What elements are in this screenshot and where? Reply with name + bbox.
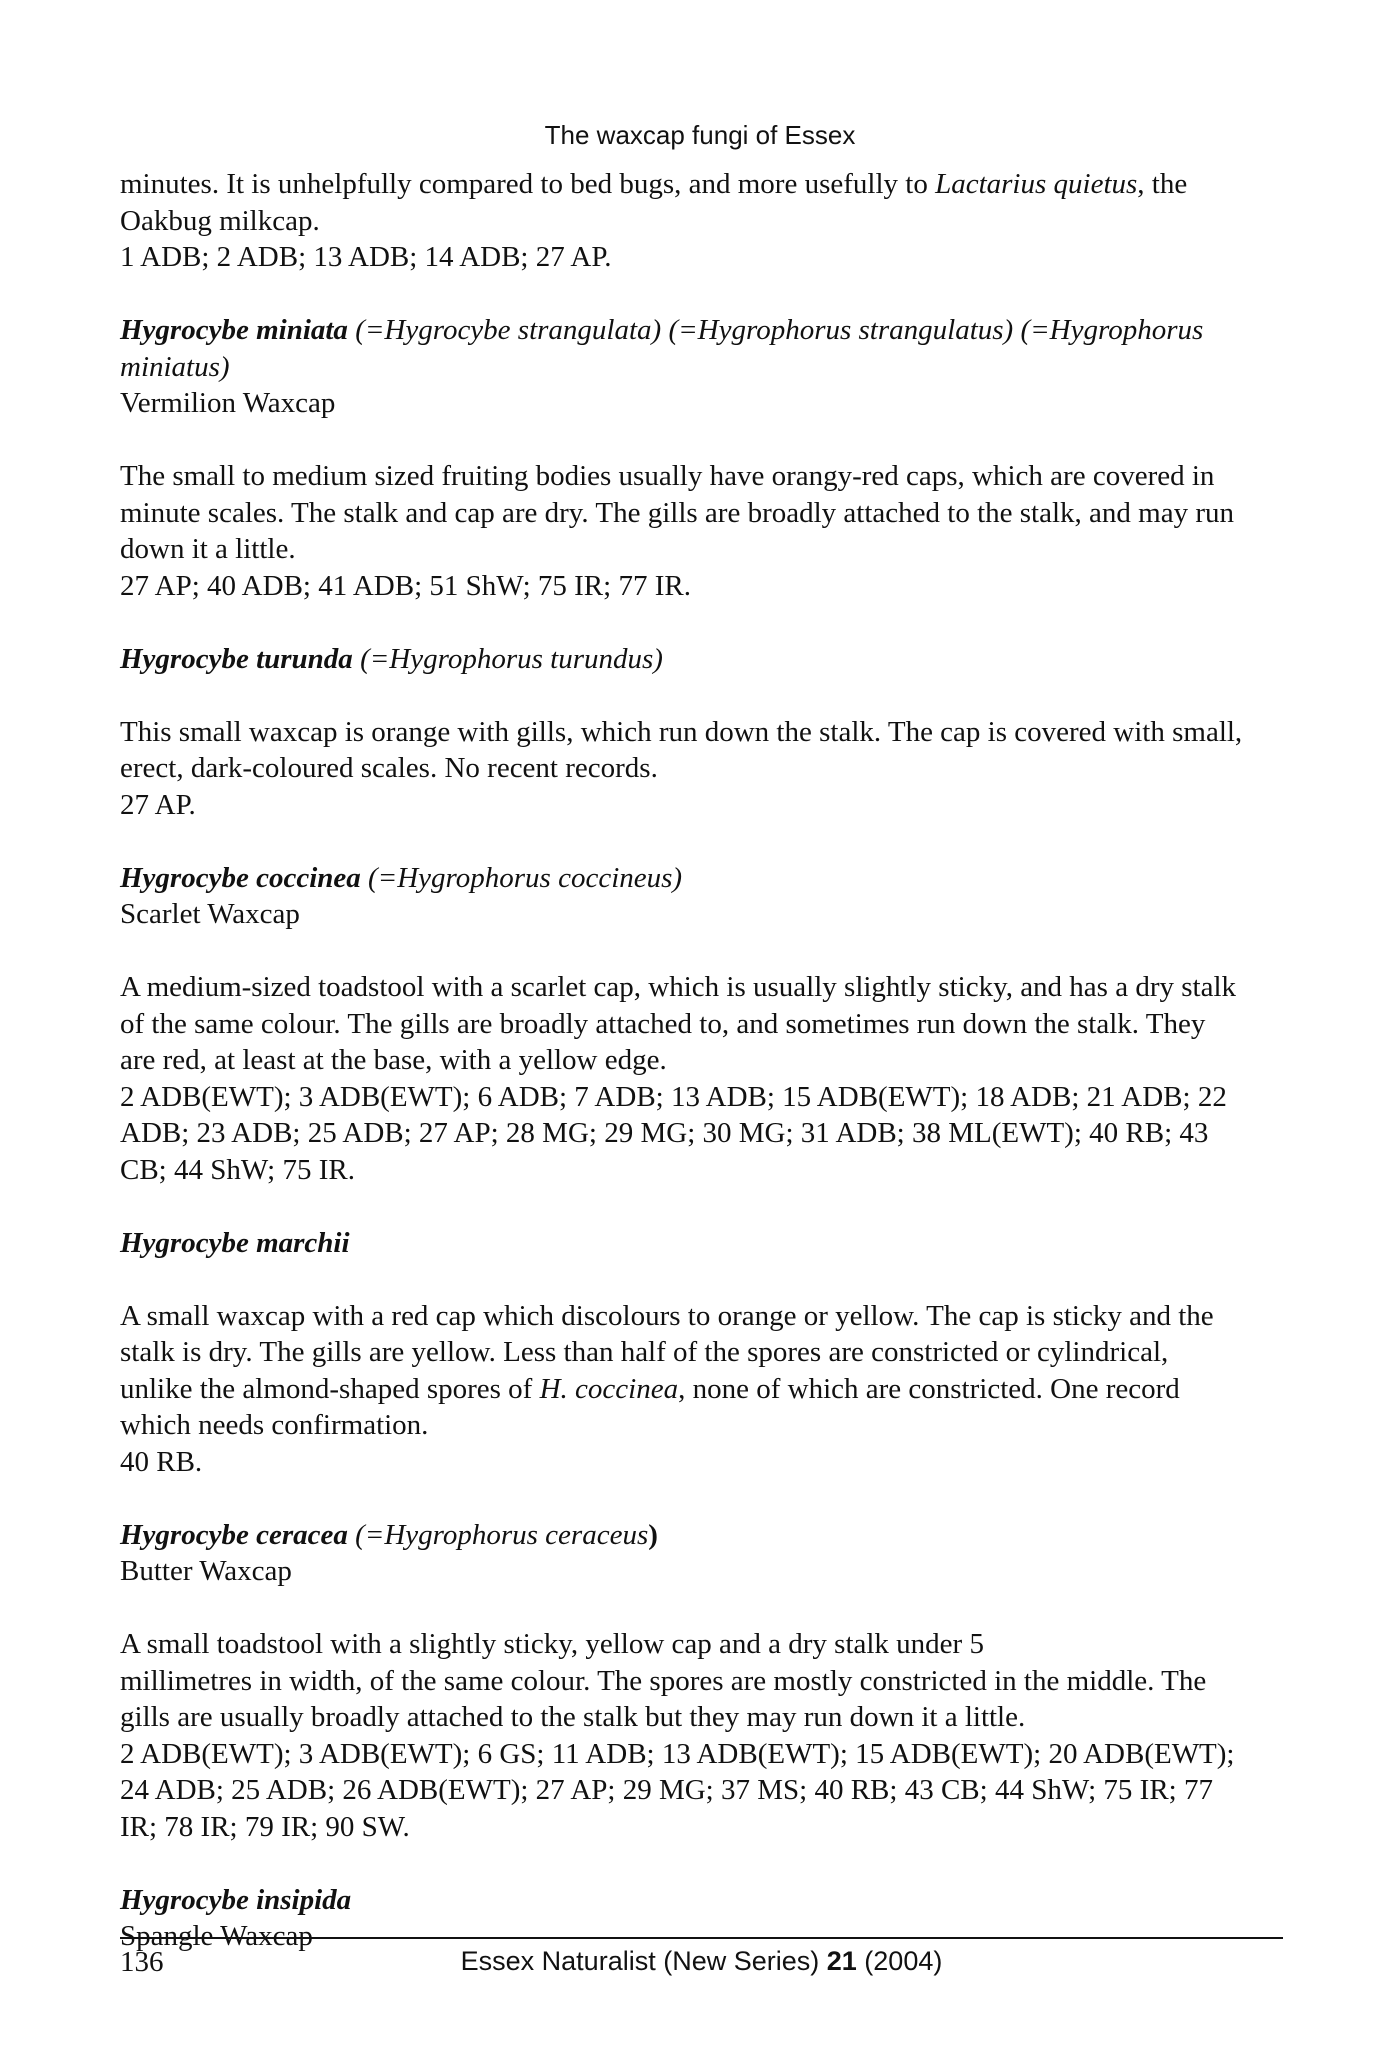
record-list: ADB; 23 ADB; 25 ADB; 27 AP; 28 MG; 29 MG; 30 MG; 31 ADB; 38 ML(EWT); 40 RB; 43: [120, 1117, 1209, 1149]
common-name: Spangle Waxcap: [120, 1920, 313, 1952]
species-heading: [120, 312, 1300, 349]
species-heading-cont: [120, 349, 1300, 386]
common-name: Vermilion Waxcap: [120, 387, 336, 419]
description-line: gills are usually broadly attached to the stalk but they may run down it a little.: [120, 1701, 1026, 1733]
species-reference: Lactarius quietus: [935, 168, 1138, 200]
description-line: unlike the almond-shaped spores of H. coccinea, none of which are constricted. One record: [120, 1372, 1180, 1405]
article-body: [120, 166, 1300, 1955]
description-line: minute scales. The stalk and cap are dry. The gills are broadly attached to the stalk, and may run: [120, 496, 1234, 529]
intro-line: Oakbug milkcap.: [120, 204, 320, 237]
record-list: 1 ADB; 2 ADB; 13 ADB; 14 ADB; 27 AP.: [120, 241, 612, 273]
species-heading: [120, 1225, 1300, 1262]
description-line: stalk is dry. The gills are yellow. Less than half of the spores are constricted or cylindrical,: [120, 1336, 1169, 1368]
description-line: of the same colour. The gills are broadly attached to, and sometimes run down the stalk. They: [120, 1007, 1206, 1040]
synonyms: (=Hygrocybe strangulata) (=Hygrophorus strangulatus) (=Hygrophorus: [347, 314, 1204, 346]
page-footer: [120, 1946, 1283, 1982]
common-name: Butter Waxcap: [120, 1555, 292, 1587]
synonyms: (=Hygrophorus coccineus): [360, 861, 683, 894]
record-list: IR; 78 IR; 79 IR; 90 SW.: [120, 1810, 410, 1843]
species-name: Hygrocybe marchii: [120, 1226, 350, 1259]
running-head: The waxcap fungi of Essex: [544, 120, 856, 150]
species-reference: H. coccinea: [539, 1372, 679, 1405]
description-line: A small toadstool with a slightly sticky, yellow cap and a dry stalk under 5: [120, 1628, 984, 1660]
record-list: CB; 44 ShW; 75 IR.: [120, 1153, 355, 1186]
description-line: A medium-sized toadstool with a scarlet cap, which is usually slightly sticky, and has a dry stalk: [120, 971, 1237, 1003]
record-list: 24 ADB; 25 ADB; 26 ADB(EWT); 27 AP; 29 MG; 37 MS; 40 RB; 43 CB; 44 ShW; 75 IR; 77: [120, 1774, 1213, 1806]
species-heading: [120, 1882, 1300, 1919]
species-name: Hygrocybe insipida: [120, 1883, 352, 1916]
page-number: 136: [120, 1946, 164, 1978]
volume-number: 21: [826, 1946, 857, 1976]
description-line: millimetres in width, of the same colour. The spores are mostly constricted in the middle. The: [120, 1664, 1207, 1697]
journal-citation: Essex Naturalist (New Series) 21 (2004): [460, 1946, 943, 1976]
species-name: Hygrocybe ceracea: [120, 1518, 348, 1551]
record-list: 2 ADB(EWT); 3 ADB(EWT); 6 ADB; 7 ADB; 13 ADB; 15 ADB(EWT); 18 ADB; 21 ADB; 22: [120, 1080, 1227, 1113]
species-name: Hygrocybe turunda: [120, 642, 353, 675]
footer-divider: [120, 1937, 1283, 1939]
species-name: Hygrocybe coccinea: [120, 861, 361, 894]
description-line: are red, at least at the base, with a yellow edge.: [120, 1044, 667, 1076]
record-list: 27 AP.: [120, 788, 196, 821]
description-line: A small waxcap with a red cap which discolours to orange or yellow. The cap is sticky and the: [120, 1299, 1214, 1332]
record-list: 40 RB.: [120, 1445, 203, 1478]
common-name: Scarlet Waxcap: [120, 898, 300, 930]
description-line: The small to medium sized fruiting bodies usually have orangy-red caps, which are covered in: [120, 460, 1215, 492]
species-heading: [120, 641, 1300, 678]
description-line: down it a little.: [120, 533, 296, 565]
description-line: erect, dark-coloured scales. No recent records.: [120, 752, 658, 784]
record-list: 2 ADB(EWT); 3 ADB(EWT); 6 GS; 11 ADB; 13 ADB(EWT); 15 ADB(EWT); 20 ADB(EWT);: [120, 1737, 1235, 1770]
record-list: 27 AP; 40 ADB; 41 ADB; 51 ShW; 75 IR; 77 IR.: [120, 569, 691, 602]
synonyms: (=Hygrophorus ceraceus: [347, 1518, 649, 1551]
synonyms: (=Hygrophorus turundus): [352, 642, 663, 675]
intro-line: minutes. It is unhelpfully compared to bed bugs, and more usefully to Lactarius quietus, the: [120, 168, 1188, 200]
description-line: This small waxcap is orange with gills, which run down the stalk. The cap is covered with small,: [120, 715, 1243, 748]
species-heading: Hygrocybe ceracea (=Hygrophorus ceraceus): [120, 1518, 658, 1551]
synonyms: miniatus): [120, 350, 230, 383]
species-name: Hygrocybe miniata: [120, 314, 348, 346]
description-line: which needs confirmation.: [120, 1409, 429, 1441]
species-heading: [120, 860, 1300, 897]
